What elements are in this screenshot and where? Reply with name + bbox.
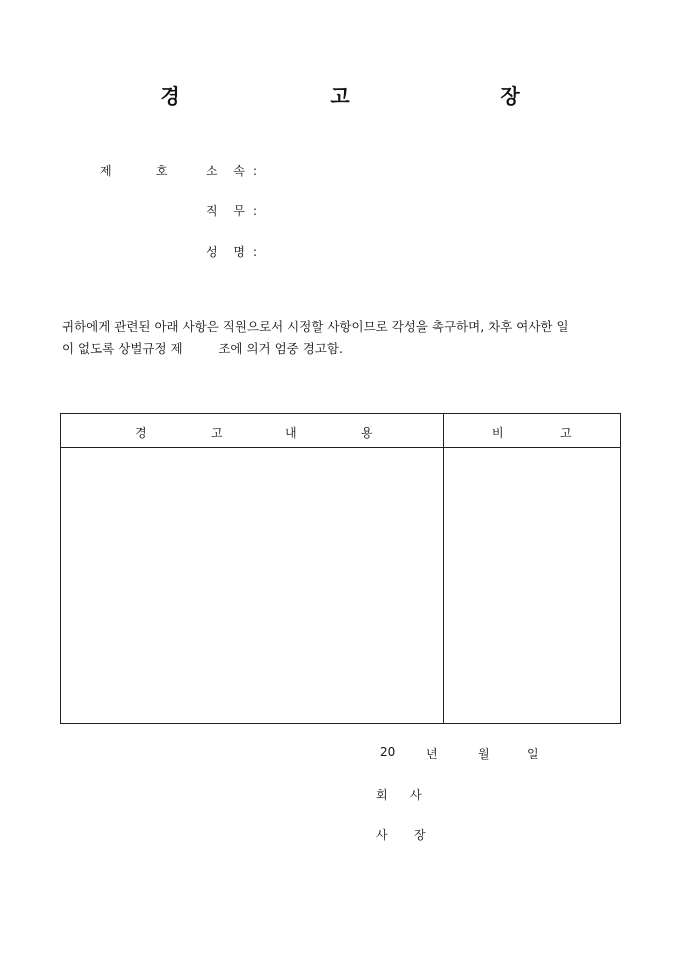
- content-header-char: 내: [285, 426, 297, 440]
- position-colon: :: [253, 204, 258, 218]
- content-header: [61, 414, 443, 448]
- dept-colon: :: [253, 164, 258, 178]
- company-char: 회: [376, 788, 388, 802]
- position-field: [206, 202, 257, 219]
- number-label-ho: 호: [156, 164, 168, 178]
- date-day: 일: [527, 747, 539, 761]
- content-header-char: 경: [135, 426, 147, 440]
- president-char: 사: [376, 828, 388, 842]
- president-char: 장: [414, 828, 426, 842]
- dept-label: 소 속: [206, 164, 251, 178]
- body-line-2: 이 없도록 상벌규정 제 조에 의거 엄중 경고함.: [62, 341, 343, 356]
- dept-field: [206, 162, 257, 179]
- date-month: 월: [478, 747, 490, 761]
- note-header-char: 고: [560, 426, 572, 440]
- table-header-row: [61, 414, 620, 448]
- warning-content-cell[interactable]: [61, 448, 443, 724]
- name-colon: :: [253, 245, 258, 259]
- title-char: 장: [500, 84, 520, 108]
- number-label-je: 제: [100, 164, 112, 178]
- body-line-1: 귀하에게 관련된 아래 사항은 직원으로서 시정할 사항이므로 각성을 촉구하며, 차후 여사한 일: [62, 319, 569, 334]
- title-char: 고: [330, 84, 350, 108]
- note-header-char: 비: [492, 426, 504, 440]
- warning-body: [62, 316, 622, 360]
- document-title: [0, 80, 680, 109]
- date-year: 년: [426, 747, 438, 761]
- content-header-char: 고: [211, 426, 223, 440]
- warning-table: [60, 413, 621, 724]
- company-char: 사: [410, 788, 422, 802]
- note-cell[interactable]: [444, 448, 620, 724]
- name-field: [206, 243, 257, 260]
- position-label: 직 무: [206, 204, 251, 218]
- content-header-char: 용: [361, 426, 373, 440]
- note-header: [444, 414, 620, 448]
- date-year-prefix: 20: [380, 745, 396, 759]
- title-char: 경: [160, 84, 180, 108]
- name-label: 성 명: [206, 245, 251, 259]
